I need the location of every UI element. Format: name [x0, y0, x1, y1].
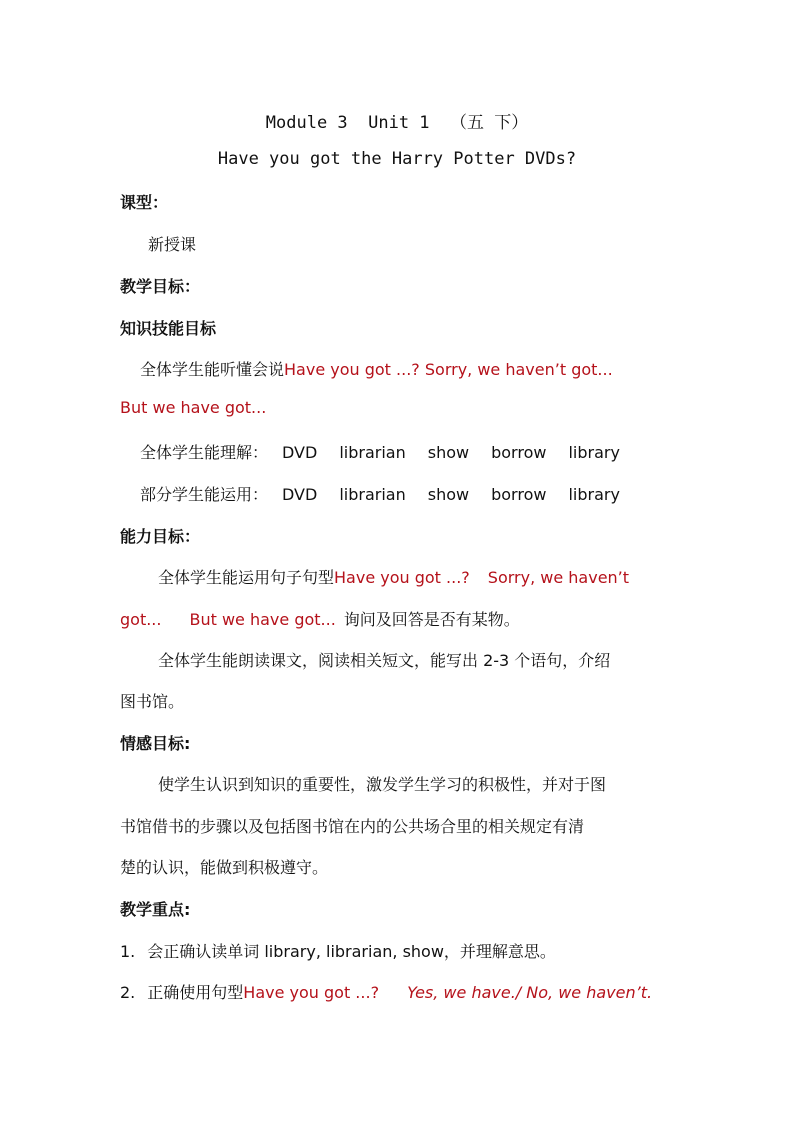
- ability-p1-but: But we have got...: [189, 610, 336, 629]
- key-point-2-answers: Yes, we have./ No, we haven’t.: [407, 983, 653, 1002]
- lesson-type-value: 新授课: [148, 235, 197, 254]
- emotion-line-1: 使学生认识到知识的重要性，激发学生学习的积极性，并对于图: [158, 775, 607, 794]
- word-library: library: [568, 485, 620, 504]
- knowledge-line-1: [140, 357, 613, 380]
- use-label: 部分学生能运用：: [140, 485, 269, 504]
- key-points-heading: 教学重点:: [120, 900, 191, 919]
- ability-p1-question: Have you got ...?: [334, 568, 470, 587]
- ability-p1-line-2: [120, 607, 520, 630]
- lesson-type-heading: 课型：: [120, 193, 169, 212]
- emotion-heading: 情感目标:: [120, 734, 191, 753]
- word-borrow: borrow: [491, 485, 547, 504]
- key-point-1-number: 1.: [120, 942, 136, 961]
- word-borrow: borrow: [491, 443, 547, 462]
- key-point-1-text: 会正确认读单词 library, librarian, show，并理解意思。: [147, 942, 556, 961]
- knowledge-line-2: But we have got...: [120, 398, 267, 417]
- objectives-heading: 教学目标：: [120, 277, 201, 296]
- key-point-2: [120, 980, 652, 1003]
- knowledge-line-1-prefix: 全体学生能听懂会说: [140, 360, 285, 379]
- ability-p1-got: got...: [120, 610, 162, 629]
- emotion-line-3: 楚的认识，能做到积极遵守。: [120, 858, 329, 877]
- word-dvd: DVD: [282, 443, 318, 462]
- ability-p2-line-2: 图书馆。: [120, 692, 185, 711]
- ability-p1-answer: Sorry, we haven’t: [487, 568, 630, 587]
- word-librarian: librarian: [339, 443, 406, 462]
- use-row: [140, 482, 620, 505]
- word-show: show: [427, 443, 470, 462]
- title-line-1: Module 3 Unit 1 （五 下）: [265, 113, 529, 133]
- ability-p1-line-1: [158, 565, 629, 588]
- emotion-line-2: 书馆借书的步骤以及包括图书馆在内的公共场合里的相关规定有清: [120, 817, 585, 836]
- key-point-1: [120, 939, 556, 962]
- ability-p1-prefix: 全体学生能运用句子句型: [158, 568, 335, 587]
- ability-p1-suffix: 询问及回答是否有某物。: [343, 610, 520, 629]
- ability-heading: 能力目标：: [120, 527, 201, 546]
- key-point-2-number: 2.: [120, 983, 136, 1002]
- understand-label: 全体学生能理解：: [140, 443, 269, 462]
- key-point-2-prefix: 正确使用句型: [147, 983, 244, 1002]
- knowledge-heading: 知识技能目标: [120, 319, 217, 338]
- word-dvd: DVD: [282, 485, 318, 504]
- word-show: show: [427, 485, 470, 504]
- word-librarian: librarian: [339, 485, 406, 504]
- understand-row: [140, 440, 620, 463]
- key-point-2-question: Have you got ...?: [243, 983, 380, 1002]
- word-library: library: [568, 443, 620, 462]
- title-line-2: Have you got the Harry Potter DVDs?: [217, 149, 577, 169]
- ability-p2-line-1: 全体学生能朗读课文，阅读相关短文，能写出 2-3 个语句，介绍: [158, 651, 611, 670]
- knowledge-line-1-sentence: Have you got ...? Sorry, we haven’t got...: [284, 360, 613, 379]
